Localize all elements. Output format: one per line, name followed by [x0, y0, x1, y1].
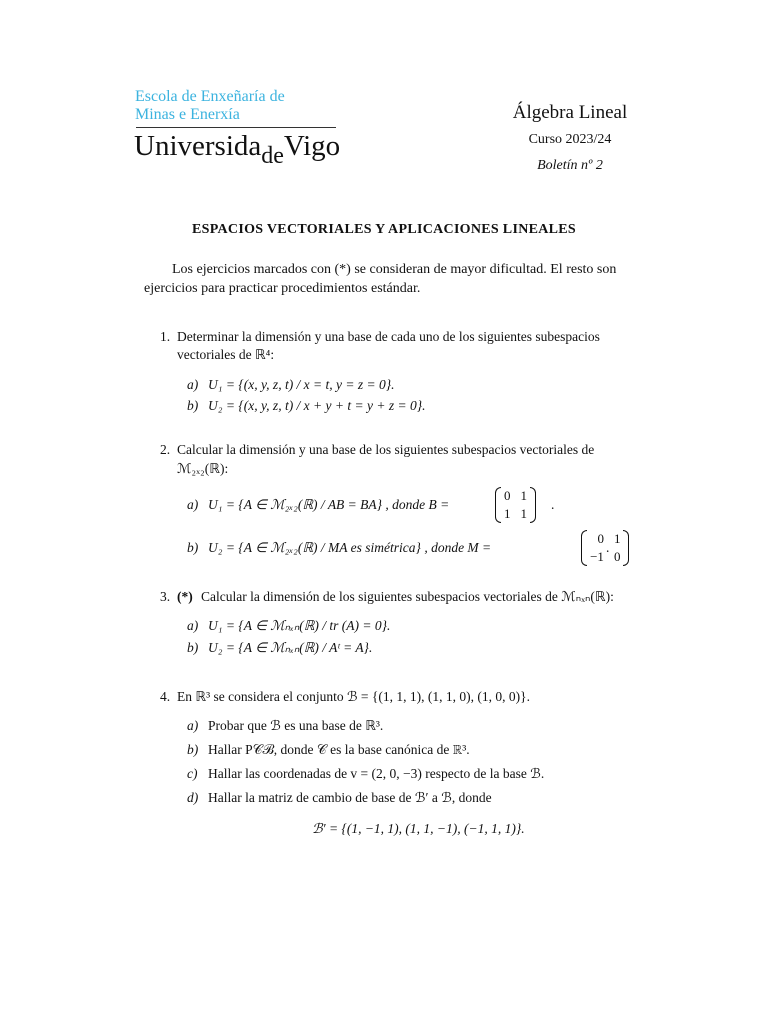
exercise-4a-text: Probar que ℬ es una base de ℝ³.: [208, 718, 384, 733]
logo-divider: [136, 127, 336, 128]
exercise-3-text: Calcular la dimensión de los siguientes subespacios vectoriales de ℳₙₓₙ(ℝ):: [201, 589, 614, 604]
exercise-2b-text: U₂ = {A ∈ ℳ₂ₓ₂(ℝ) / MA es simétrica} , donde M =: [208, 540, 492, 555]
exercise-1-text-line1: Determinar la dimensión y una base de cada uno de los siguientes subespacios: [177, 329, 600, 344]
matrix-m-cell: −1: [590, 549, 604, 564]
exercise-4-text: En ℝ³ se considera el conjunto ℬ = {(1, 1, 1), (1, 1, 0), (1, 0, 0)}.: [177, 689, 530, 704]
exercise-2-text-line2: ℳ₂ₓ₂(ℝ):: [177, 461, 229, 476]
exercise-4d-text: Hallar la matriz de cambio de base de ℬ′ a ℬ, donde: [208, 790, 492, 805]
exercise-1a-label: a): [187, 377, 199, 392]
course-year: Curso 2023/24: [528, 132, 612, 147]
exercise-2a-label: a): [187, 497, 199, 512]
period: .: [551, 497, 555, 512]
exercise-1a-text: U₁ = {(x, y, z, t) / x = t, y = z = 0}.: [208, 377, 395, 392]
matrix-b-cell: 1: [504, 506, 511, 521]
exercise-2b-label: b): [187, 540, 199, 555]
university-logo-part3: Vigo: [283, 130, 341, 162]
exercise-4b-label: b): [187, 742, 199, 757]
exercise-3a-label: a): [187, 618, 199, 633]
exercise-4b-text: Hallar P𝒞ℬ, donde 𝒞 es la base canónica de ℝ³.: [208, 742, 470, 757]
exercise-3a-text: U₁ = {A ∈ ℳₙₓₙ(ℝ) / tr (A) = 0}.: [208, 618, 391, 633]
exercise-3-number: 3.: [160, 589, 171, 604]
exercise-2-number: 2.: [160, 442, 171, 457]
bulletin-number: Boletín nº 2: [537, 158, 603, 173]
matrix-m-cell: 0: [597, 531, 604, 546]
course-title: Álgebra Lineal: [512, 102, 628, 123]
exercise-4a-label: a): [187, 718, 199, 733]
exercise-4c-text: Hallar las coordenadas de v = (2, 0, −3) respecto de la base ℬ.: [208, 766, 545, 781]
exercise-4-number: 4.: [160, 689, 171, 704]
university-logo-part2: de: [261, 143, 284, 169]
exercise-4d-label: d): [187, 790, 199, 805]
exercise-3b-text: U₂ = {A ∈ ℳₙₓₙ(ℝ) / Aᵗ = A}.: [208, 640, 373, 655]
period: .: [606, 540, 610, 555]
matrix-b-cell: 1: [520, 506, 527, 521]
intro-paragraph: Los ejercicios marcados con (*) se consideran de mayor dificultad. El resto son ejercicios para practicar procedimientos estándar.: [144, 262, 617, 296]
university-logo: [134, 130, 341, 169]
exercise-3b-label: b): [187, 640, 199, 655]
page-title: ESPACIOS VECTORIALES Y APLICACIONES LINEALES: [191, 222, 577, 237]
matrix-b-cell: 1: [520, 488, 527, 503]
exercise-4-display-formula: ℬ′ = {(1, −1, 1), (1, 1, −1), (−1, 1, 1)}.: [312, 821, 525, 836]
school-name: [135, 88, 285, 124]
university-logo-part1: Universida: [134, 130, 262, 162]
school-name-line1: Escola de Enxeñaría de: [135, 88, 285, 105]
exercise-4c-label: c): [187, 766, 198, 781]
exercise-1-number: 1.: [160, 329, 171, 344]
school-name-line2: Minas e Enerxía: [135, 106, 240, 123]
exercise-2-text-line1: Calcular la dimensión y una base de los siguientes subespacios vectoriales de: [177, 442, 595, 457]
matrix-b-cell: 0: [504, 488, 511, 503]
matrix-m-cell: 0: [613, 549, 621, 564]
exercise-3-star: (*): [177, 589, 193, 604]
exercise-1b-label: b): [187, 398, 199, 413]
exercise-1-text-line2: vectoriales de ℝ⁴:: [177, 347, 275, 362]
matrix-b: [499, 487, 532, 523]
exercise-1b-text: U₂ = {(x, y, z, t) / x + y + t = y + z = 0}.: [208, 398, 426, 413]
exercise-2a-text: U₁ = {A ∈ ℳ₂ₓ₂(ℝ) / AB = BA} , donde B =: [208, 497, 450, 512]
matrix-m-cell: 1: [613, 531, 621, 546]
